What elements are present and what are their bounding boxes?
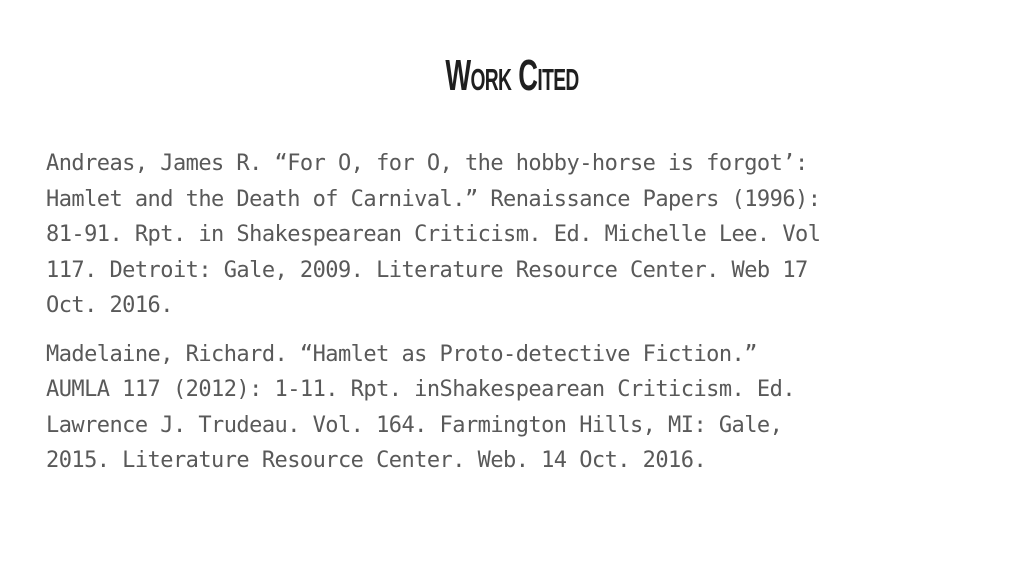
citation-entry-andreas: Andreas, James R. “For O, for O, the hobby-horse is forgot’: Hamlet and the Death of Carnival.” Renaissance Papers (1996): 81-91. Rpt. in Shakespearean Criticism. Ed. Michelle Lee. Vol 117. Detroit: Gale, 2009. Literature Resource Center. Web 17 Oct. 2016. [46,151,821,318]
citation-list [46,146,1006,479]
slide-title: Work Cited [445,51,579,100]
citation-entry-madelaine: Madelaine, Richard. “Hamlet as Proto-detective Fiction.” AUMLA 117 (2012): 1-11. Rpt. inShakespearean Criticism. Ed. Lawrence J. Trudeau. Vol. 164. Farmington Hills, MI: Gale, 2015. Literature Resource Center. Web. 14 Oct. 2016. [46,341,796,473]
